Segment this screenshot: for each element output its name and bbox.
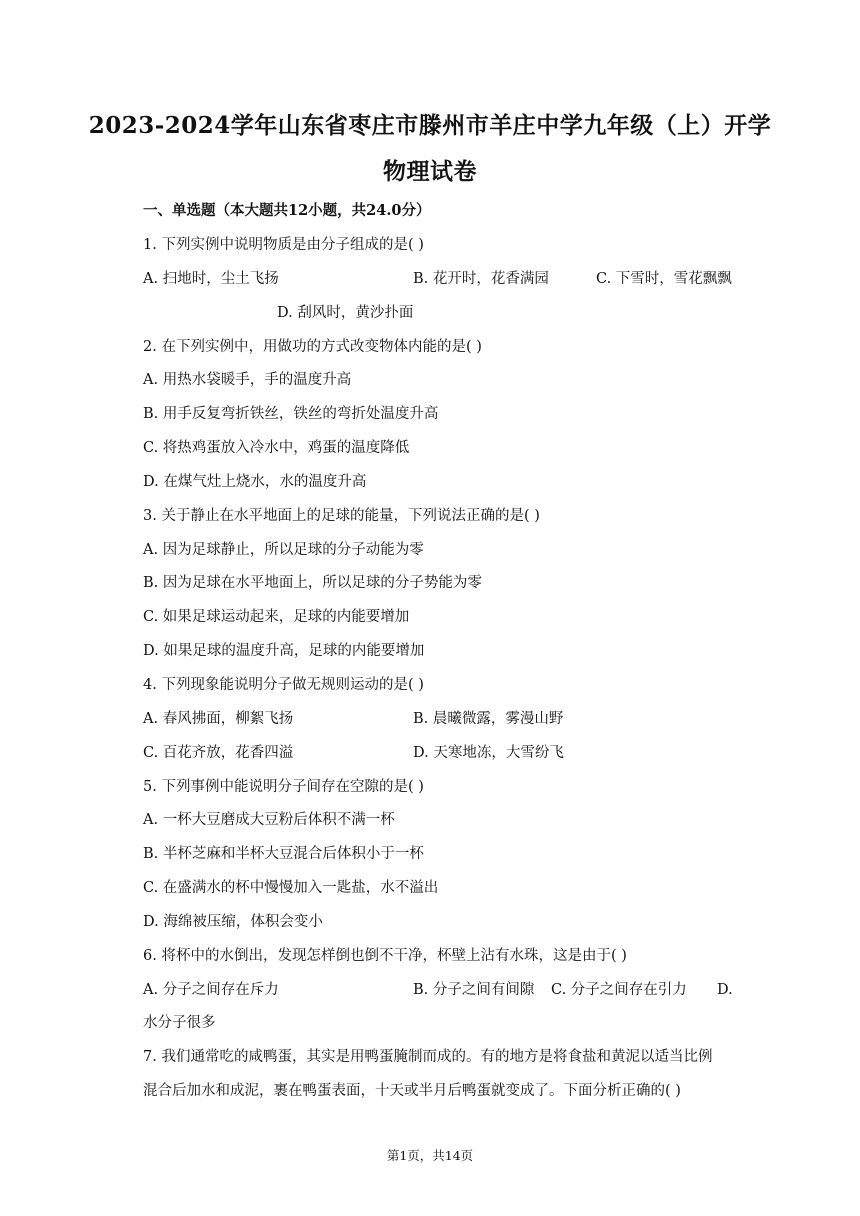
- document-title-line2: 物理试卷: [383, 158, 477, 185]
- section-heading: 一、单选题（本大题共12小题，共24.0分）: [143, 202, 431, 219]
- question-1-option-d: D. 刮风时，黄沙扑面: [277, 305, 414, 321]
- question-3-option-b: B. 因为足球在水平地面上，所以足球的分子势能为零: [143, 575, 482, 591]
- question-3-stem: 3. 关于静止在水平地面上的足球的能量，下列说法正确的是( ): [143, 508, 540, 524]
- question-4-option-c: C. 百花齐放，花香四溢: [143, 745, 294, 761]
- question-5-option-d: D. 海绵被压缩，体积会变小: [143, 914, 323, 930]
- page-footer: 第1页，共14页: [386, 1148, 474, 1163]
- question-1-option-c: C. 下雪时，雪花飘飘: [596, 271, 732, 287]
- question-4-stem: 4. 下列现象能说明分子做无规则运动的是( ): [143, 677, 424, 693]
- question-3-option-a: A. 因为足球静止，所以足球的分子动能为零: [143, 542, 424, 558]
- question-6-option-c: C. 分子之间存在引力: [551, 982, 687, 998]
- question-3-option-d: D. 如果足球的温度升高，足球的内能要增加: [143, 643, 425, 659]
- document-title-line1: 2023-2024学年山东省枣庄市滕州市羊庄中学九年级（上）开学: [88, 112, 772, 139]
- question-5-stem: 5. 下列事例中能说明分子间存在空隙的是( ): [143, 779, 424, 795]
- question-7-stem-line1: 7. 我们通常吃的咸鸭蛋，其实是用鸭蛋腌制而成的。有的地方是将食盐和黄泥以适当比例: [143, 1049, 713, 1065]
- question-2-option-c: C. 将热鸡蛋放入冷水中，鸡蛋的温度降低: [143, 440, 410, 456]
- question-1-stem: 1. 下列实例中说明物质是由分子组成的是( ): [143, 237, 424, 253]
- question-4-option-a: A. 春风拂面，柳絮飞扬: [143, 711, 294, 727]
- question-7-stem-line2: 混合后加水和成泥，裹在鸭蛋表面，十天或半月后鸭蛋就变成了。下面分析正确的( ): [143, 1083, 681, 1099]
- question-1-option-a: A. 扫地时，尘土飞扬: [143, 271, 279, 287]
- question-1-option-b: B. 花开时，花香满园: [413, 271, 549, 287]
- question-6-option-d-label: D.: [717, 982, 733, 998]
- question-2-option-a: A. 用热水袋暖手，手的温度升高: [143, 372, 352, 388]
- question-6-option-b: B. 分子之间有间隙: [413, 982, 535, 998]
- question-5-option-b: B. 半杯芝麻和半杯大豆混合后体积小于一杯: [143, 846, 424, 862]
- question-6-option-d-text: 水分子很多: [143, 1015, 216, 1031]
- question-2-option-b: B. 用手反复弯折铁丝，铁丝的弯折处温度升高: [143, 406, 439, 422]
- question-6-stem: 6. 将杯中的水倒出，发现怎样倒也倒不干净，杯壁上沾有水珠，这是由于( ): [143, 948, 627, 964]
- question-4-option-b: B. 晨曦微露，雾漫山野: [413, 711, 564, 727]
- question-5-option-c: C. 在盛满水的杯中慢慢加入一匙盐，水不溢出: [143, 880, 439, 896]
- question-3-option-c: C. 如果足球运动起来，足球的内能要增加: [143, 609, 410, 625]
- question-4-option-d: D. 天寒地冻，大雪纷飞: [413, 745, 564, 761]
- question-2-option-d: D. 在煤气灶上烧水，水的温度升高: [143, 474, 367, 490]
- question-6-option-a: A. 分子之间存在斥力: [143, 982, 279, 998]
- question-2-stem: 2. 在下列实例中，用做功的方式改变物体内能的是( ): [143, 339, 482, 355]
- question-5-option-a: A. 一杯大豆磨成大豆粉后体积不满一杯: [143, 812, 395, 828]
